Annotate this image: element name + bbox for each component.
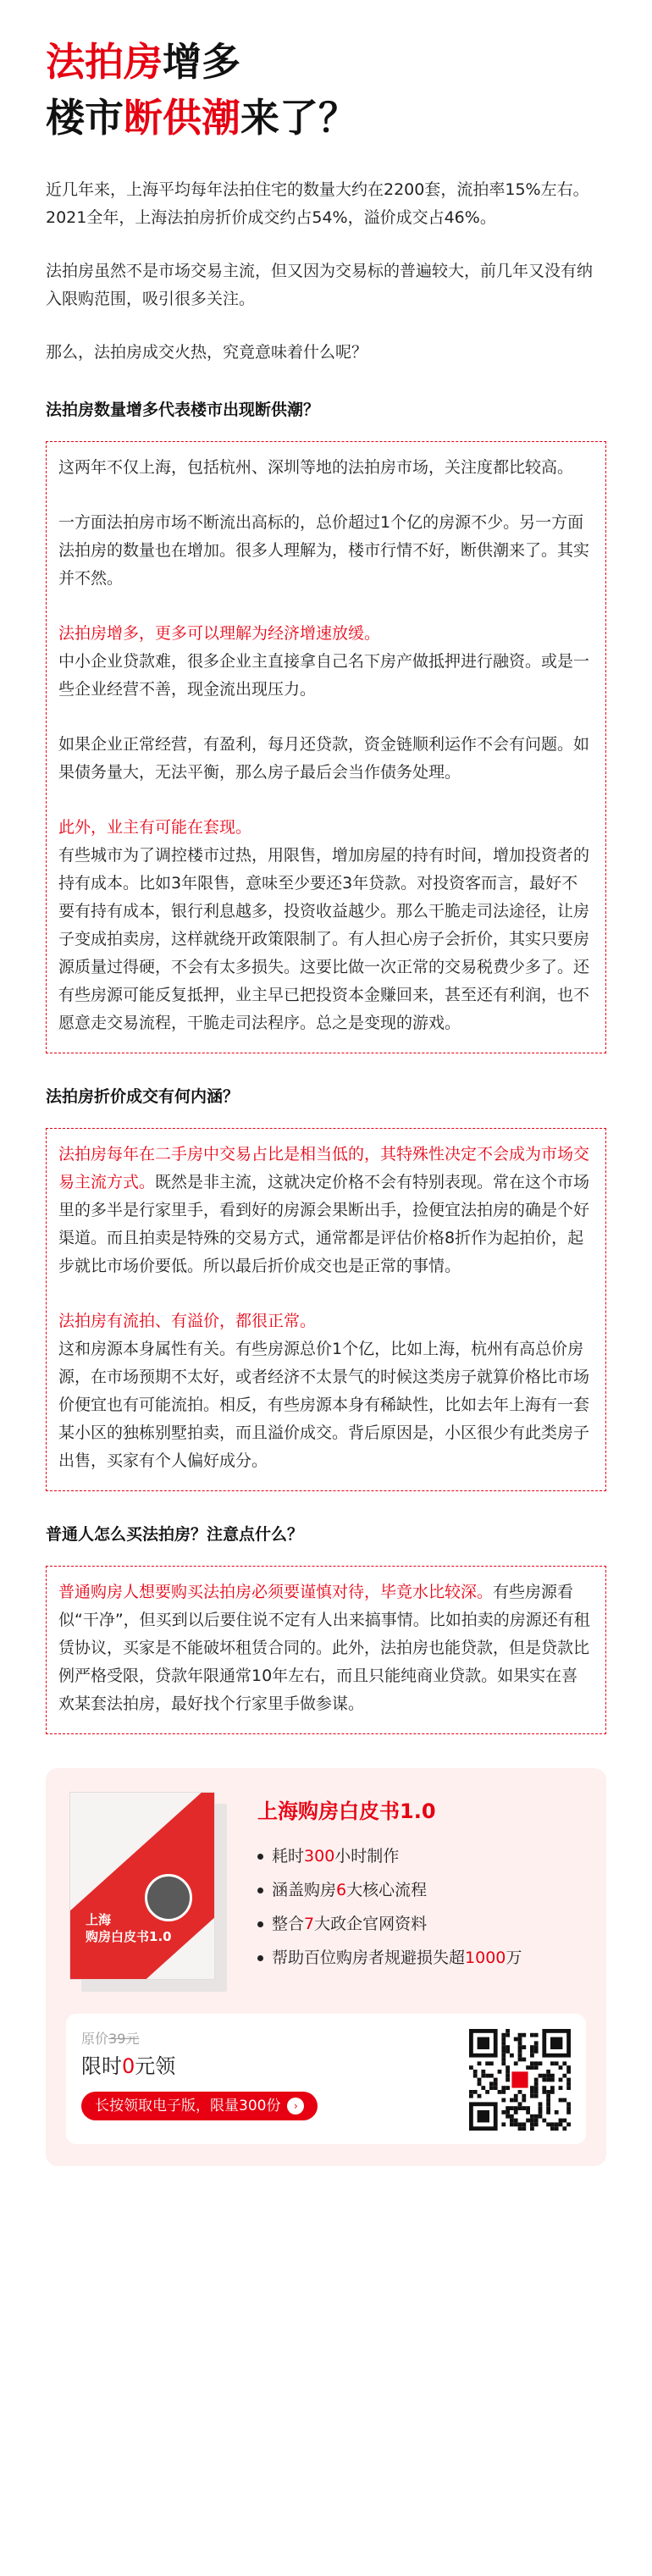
feature-text: 整合 <box>272 1915 305 1933</box>
section1-paragraph-4: 如果企业正常经营，有盈利，每月还贷款，资金链顺利运作不会有问题。如果债务量大，无法平衡，那么房子最后会当作债务处理。 <box>58 735 590 782</box>
bullet-icon <box>257 1955 263 1961</box>
bullet-icon <box>257 1854 263 1860</box>
headline-end-2: 来了？ <box>240 95 357 141</box>
section1-paragraph-3 <box>58 620 594 704</box>
free-offer-suffix: 元领 <box>135 2054 176 2078</box>
feature-text: 耗时 <box>272 1847 305 1866</box>
book-cover-title <box>86 1911 172 1945</box>
whitepaper-promo-card[interactable] <box>46 1768 606 2166</box>
feature-number: 1000 <box>465 1949 506 1967</box>
promo-feature <box>257 1907 522 1941</box>
highlight-text: 法拍房增多，更多可以理解为经济增速放缓。 <box>58 624 381 643</box>
feature-number: 300 <box>304 1847 335 1866</box>
section1-paragraph-2: 一方面法拍房市场不断流出高标的，总价超过1个亿的房源不少。另一方面法拍房的数量也在增加。很多人理解为，楼市行情不好，断供潮来了。其实并不然。 <box>58 513 590 588</box>
feature-text: 万 <box>506 1949 522 1967</box>
bullet-icon <box>257 1921 263 1927</box>
claim-ebook-label: 长按领取电子版，限量300份 <box>95 2098 281 2114</box>
body-text: 有些房源看似“干净”，但买到以后要住说不定有人出来搞事情。比如拍卖的房源还有租赁协议，买家是不能破坏租赁合同的。此外，法拍房也能贷款，但是贷款比例严格受限，贷款年限通常10年左右，而且只能纯商业贷款。如果实在喜欢某套法拍房，最好找个行家里手做参谋。 <box>58 1583 590 1713</box>
promo-top <box>66 1792 586 1995</box>
highlight-text: 普通购房人想要购买法拍房必须要谨慎对待，毕竟水比较深。 <box>58 1583 494 1601</box>
original-price-label: 原价 <box>81 2031 109 2047</box>
qr-code-graphic <box>469 2029 571 2131</box>
book-cover-image <box>69 1792 239 1995</box>
original-price-value: 39元 <box>108 2031 140 2047</box>
bullet-icon <box>257 1888 263 1893</box>
qr-code-icon[interactable] <box>469 2029 571 2131</box>
promo-feature-list <box>257 1839 522 1975</box>
promo-feature <box>257 1839 522 1873</box>
feature-text: 涵盖购房 <box>272 1881 337 1899</box>
highlight-text: 此外，业主有可能在套现。 <box>58 818 252 837</box>
section1-paragraph-5 <box>58 814 594 1037</box>
feature-number: 6 <box>336 1881 347 1899</box>
section2-paragraph-1 <box>58 1141 594 1280</box>
body-text: 这和房源本身属性有关。有些房源总价1个亿，比如上海，杭州有高总价房源，在市场预期不太好，或者经济不太景气的时候这类房子就算价格比市场价便宜也有可能流拍。相反，有些房源本身有稀缺性，比如去年上海有一套某小区的独栋别墅拍卖，而且溢价成交。背后原因是，小区很少有此类房子出售，买家有个人偏好成分。 <box>58 1340 590 1470</box>
headline <box>46 34 606 146</box>
book-cover-title-line-2: 购房白皮书1.0 <box>86 1929 172 1944</box>
section-box-3 <box>46 1566 606 1734</box>
body-text: 有些城市为了调控楼市过热，用限售，增加房屋的持有时间，增加投资者的持有成本。比如3年限售，意味至少要还3年贷款。对投资客而言，最好不要有持有成本，银行利息越多，投资收益越少。那么干脆走司法途径，让房子变成拍卖房，这样就绕开政策限制了。有人担心房子会折价，其实只要房源质量过得硬，不会有太多损失。这要比做一次正常的交易税费少多了。还有些房源可能反复抵押，业主早已把投资本金赚回来，甚至还有利润，也不愿意走交易流程，干脆走司法程序。总之是变现的游戏。 <box>58 846 590 1032</box>
intro-paragraph: 近几年来，上海平均每年法拍住宅的数量大约在2200套，流拍率15%左右。2021全年，上海法拍房折价成交约占54%，溢价成交占46%。 <box>46 180 589 227</box>
section-title-2: 法拍房折价成交有何内涵？ <box>46 1087 240 1106</box>
promo-title: 上海购房白皮书1.0 <box>257 1799 436 1823</box>
free-offer-prefix: 限时 <box>81 2054 122 2078</box>
intro <box>46 176 606 367</box>
body-text: 既然是非主流，这就决定价格不会有特别表现。常在这个市场里的多半是行家里手，看到好的房源会果断出手，捡便宜法拍房的确是个好渠道。而且拍卖是特殊的交易方式，通常都是评估价格8折作为起拍价，起步就比市场价要低。所以最后折价成交也是正常的事情。 <box>58 1173 590 1275</box>
feature-text: 小时制作 <box>334 1847 400 1866</box>
promo-feature <box>257 1873 522 1907</box>
arrow-right-icon: › <box>287 2098 304 2114</box>
free-offer <box>81 2051 318 2081</box>
headline-red-2: 断供潮 <box>124 95 240 141</box>
headline-line-2 <box>46 90 606 146</box>
intro-paragraph: 那么，法拍房成交火热，究竟意味着什么呢？ <box>46 343 368 362</box>
highlight-text: 法拍房有流拍、有溢价，都很正常。 <box>58 1312 317 1330</box>
body-text: 中小企业贷款难，很多企业主直接拿自己名下房产做抵押进行融资。或是一些企业经营不善，现金流出现压力。 <box>58 652 590 699</box>
promo-feature <box>257 1941 522 1975</box>
feature-text: 帮助百位购房者规避损失超 <box>272 1949 466 1967</box>
book-cover-title-line-1: 上海 <box>86 1912 112 1927</box>
free-offer-price: 0 <box>122 2054 135 2078</box>
section-title-3: 普通人怎么买法拍房？注意点什么？ <box>46 1525 304 1544</box>
headline-line-1 <box>46 34 606 90</box>
section-title-1: 法拍房数量增多代表楼市出现断供潮？ <box>46 401 320 419</box>
book-red-band <box>69 1792 215 1980</box>
original-price <box>81 2029 318 2049</box>
feature-text: 大政企官网资料 <box>314 1915 428 1933</box>
section-box-2 <box>46 1128 606 1491</box>
price-block <box>81 2029 318 2131</box>
promo-claim-panel <box>66 2014 586 2144</box>
feature-text: 大核心流程 <box>346 1881 428 1899</box>
promo-info <box>257 1792 522 1995</box>
claim-ebook-button[interactable] <box>81 2092 318 2120</box>
highlight-text: 法拍房每年在二手房中交易占比是相当低的，其特殊性决定不会成为市场交易主流方式。 <box>58 1145 590 1191</box>
book-front <box>69 1792 215 1980</box>
section3-paragraph-1 <box>58 1578 594 1718</box>
intro-paragraph: 法拍房虽然不是市场交易主流，但又因为交易标的普遍较大，前几年又没有纳入限购范围，吸引很多关注。 <box>46 262 594 308</box>
headline-red-1: 法拍房 <box>46 39 163 85</box>
headline-rest-1: 增多 <box>163 39 240 85</box>
section1-paragraph-1: 这两年不仅上海，包括杭州、深圳等地的法拍房市场，关注度都比较高。 <box>58 458 574 477</box>
feature-number: 7 <box>304 1915 315 1933</box>
section2-paragraph-2 <box>58 1307 594 1475</box>
section-box-1 <box>46 441 606 1053</box>
headline-start-2: 楼市 <box>46 95 124 141</box>
